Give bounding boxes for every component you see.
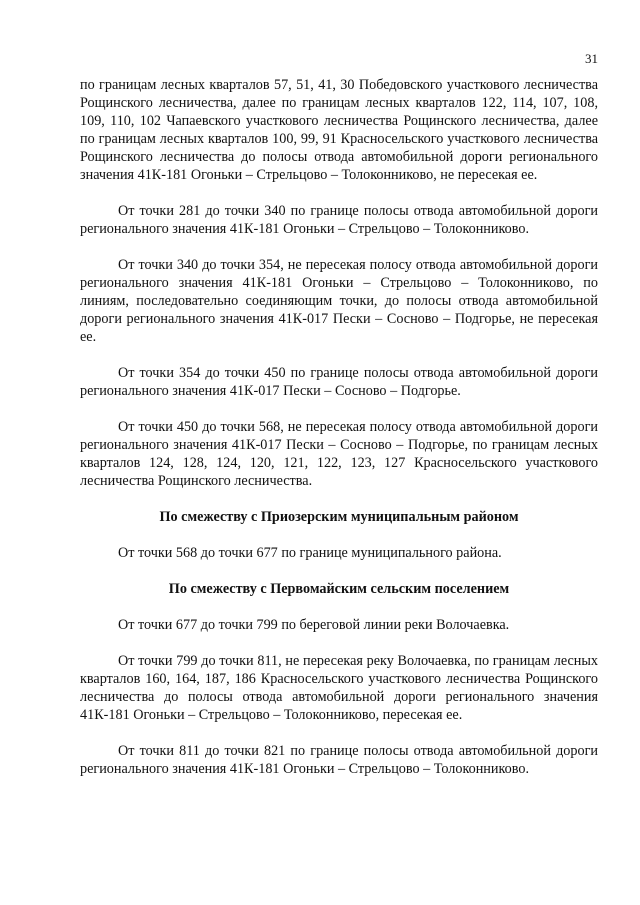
- section-heading-pervomaysky: По смежеству с Первомайским сельским поселением: [168, 581, 510, 597]
- paragraph-forest-quarters-boundary: по границам лесных кварталов 57, 51, 41, 30 Победовского участкового лесничества Рощинского лесничества, далее по границам лесных кварталов 122, 114, 107, 108, 109, 110, 102 Чапаевского участкового лесничества Рощинского лесничества, далее по границам лесных кварталов 100, 99, 91 Красносельского участкового лесничества Рощинского лесничества до полосы отвода автомобильной дороги регионального значения 41К-181 Огоньки – Стрельцово – Толоконниково, не пересекая ее.: [80, 77, 598, 183]
- paragraph-points-340-354: От точки 340 до точки 354, не пересекая полосу отвода автомобильной дороги регионального значения 41К-181 Огоньки – Стрельцово – Толоконниково, по линиям, последовательно соединяющим точки, до полосы отвода автомобильной дороги регионального значения 41К-017 Пески – Сосново – Подгорье, не пересекая ее.: [80, 257, 598, 345]
- paragraph-points-281-340: От точки 281 до точки 340 по границе полосы отвода автомобильной дороги регионального значения 41К-181 Огоньки – Стрельцово – Толоконниково.: [80, 203, 598, 237]
- page-number: 31: [585, 51, 598, 66]
- paragraph-points-799-811: От точки 799 до точки 811, не пересекая реку Волочаевка, по границам лесных кварталов 160, 164, 187, 186 Красносельского участкового лесничества Рощинского лесничества до полосы отвода автомобильной дороги регионального значения 41К-181 Огоньки – Стрельцово – Толоконниково, пересекая ее.: [80, 653, 598, 723]
- paragraph-points-811-821: От точки 811 до точки 821 по границе полосы отвода автомобильной дороги регионального значения 41К-181 Огоньки – Стрельцово – Толоконниково.: [80, 743, 598, 777]
- paragraph-points-354-450: От точки 354 до точки 450 по границе полосы отвода автомобильной дороги регионального значения 41К-017 Пески – Сосново – Подгорье.: [80, 365, 598, 399]
- paragraph-points-568-677: От точки 568 до точки 677 по границе муниципального района.: [118, 545, 502, 561]
- section-heading-priozersky: По смежеству с Приозерским муниципальным районом: [159, 509, 519, 525]
- document-body: [80, 76, 598, 796]
- paragraph-points-450-568: От точки 450 до точки 568, не пересекая полосу отвода автомобильной дороги регионального значения 41К-017 Пески – Сосново – Подгорье, по границам лесных кварталов 124, 128, 124, 120, 121, 122, 123, 127 Красносельского участкового лесничества Рощинского лесничества.: [80, 419, 598, 489]
- paragraph-points-677-799: От точки 677 до точки 799 по береговой линии реки Волочаевка.: [118, 617, 510, 633]
